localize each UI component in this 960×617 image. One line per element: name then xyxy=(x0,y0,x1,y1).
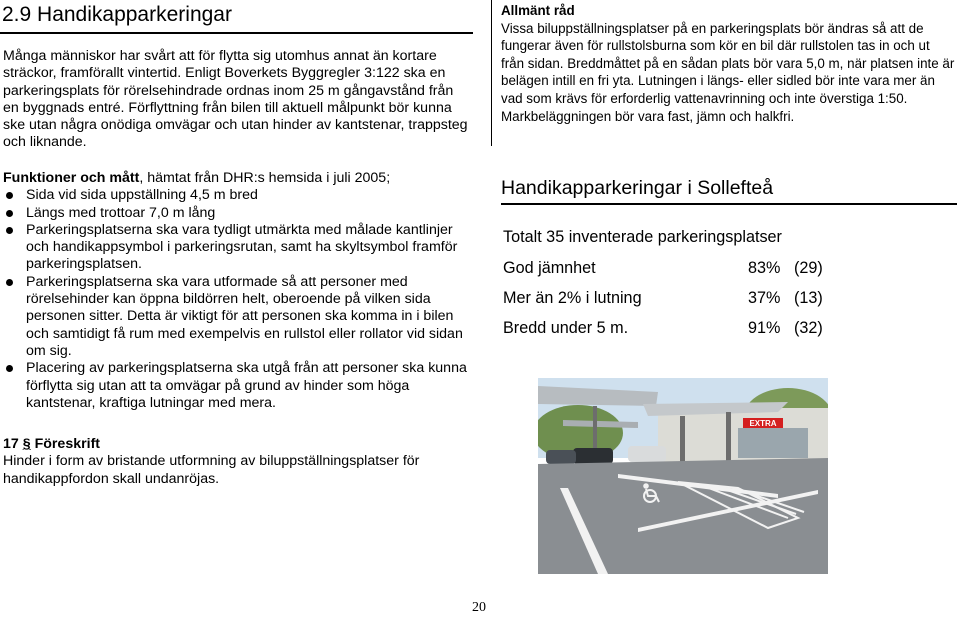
parking-photo xyxy=(538,378,828,574)
stat-percent: 83% xyxy=(748,259,781,277)
heading-rule xyxy=(0,32,473,34)
allmant-rad-block xyxy=(501,2,956,125)
stat-percent: 37% xyxy=(748,289,781,307)
intro-paragraph: Många människor har svårt att för flytta sig utomhus annat än kortare sträckor, framförallt vintertid. Enligt Boverkets Byggregler 3:122 ska en parkeringsplats för rörelsehindrade ordnas inom 25 m gångavstånd från en byggnads entré. Förflyttning från bilen till aktuell målpunkt bör kunna ske utan några onödiga omvägar och utan hinder av kantstenar, trappsteg och liknande. xyxy=(3,48,468,151)
photo-building-window xyxy=(738,428,808,458)
dhr-list-item: Placering av parkeringsplatserna ska utgå från att personer ska kunna förflytta sig utan att ta omvägar på grund av hinder som höga kantstenar, kraftiga lutningar med mera. xyxy=(3,360,468,412)
foreskrift-title xyxy=(3,436,468,453)
stat-percent: 91% xyxy=(748,319,781,337)
page-number: 20 xyxy=(472,600,486,615)
photo-car xyxy=(573,448,613,464)
foreskrift-text: Hinder i form av bristande utformning av biluppställningsplatser för handikappfordon skall undanröjas. xyxy=(3,453,420,487)
stat-label: Bredd under 5 m. xyxy=(503,319,629,337)
stat-count: (32) xyxy=(794,319,823,337)
sollefte-heading: Handikapparkeringar i Sollefteå xyxy=(501,177,774,199)
dhr-list-item: Sida vid sida uppställning 4,5 m bred xyxy=(3,187,468,204)
dhr-lead-rest: , hämtat från DHR:s hemsida i juli 2005; xyxy=(139,170,391,186)
dhr-list-item: Längs med trottoar 7,0 m lång xyxy=(3,205,468,222)
allmant-rad-title: Allmänt råd xyxy=(501,3,575,18)
foreskrift-block xyxy=(3,436,468,488)
foreskrift-title-text: Föreskrift xyxy=(34,436,101,452)
sollefte-heading-rule xyxy=(501,203,957,205)
section-heading: 2.9 Handikapparkeringar xyxy=(2,3,232,26)
foreskrift-number: 17 xyxy=(3,436,19,452)
dhr-block xyxy=(3,170,468,412)
photo-sign-text: EXTRA xyxy=(749,419,777,428)
dhr-list-item: Parkeringsplatserna ska vara tydligt utmärkta med målade kantlinjer och handikappsymbol i parkeringsrutan, samt ha skyltsymbol framför parkeringsplatsen. xyxy=(3,222,468,274)
total-inventory: Totalt 35 inventerade parkeringsplatser xyxy=(503,228,782,246)
dhr-lead-bold: Funktioner och mått xyxy=(3,170,140,186)
photo-car xyxy=(628,446,666,462)
photo-canopy-post xyxy=(726,412,731,464)
stat-count: (29) xyxy=(794,259,823,277)
dhr-list-item: Parkeringsplatserna ska vara utformade så att personer med rörelsehinder kan öppna bildörren helt, oberoende på vilken sida personen sitter. Detta är viktigt för att personen ska komma in i bilen och samtidigt få rum med exempelvis en rullstol eller rollator vid sidan om sig. xyxy=(3,274,468,360)
stat-label: Mer än 2% i lutning xyxy=(503,289,642,307)
allmant-rad-text: Vissa biluppställningsplatser på en parkeringsplats bör ändras så att de fungerar även för rullstolsburna som kör en bil där rullstolen tas in och ut från sidan. Breddmåttet på en sådan plats bör vara 5,0 m, när platsen inte är belägen intill en fri yta. Lutningen i längs- eller sidled bör inte vara mer än vad som krävs för erforderlig vattenavrinning och inte överstiga 1:50. Markbeläggningen bör vara fast, jämn och halkfri. xyxy=(501,20,955,124)
stat-count: (13) xyxy=(794,289,823,307)
section-sign: § xyxy=(22,436,31,452)
photo-car xyxy=(546,450,576,464)
dhr-lead xyxy=(3,170,468,187)
dhr-list xyxy=(3,187,468,412)
allmant-rad-rule xyxy=(491,0,492,146)
stat-label: God jämnhet xyxy=(503,259,596,277)
